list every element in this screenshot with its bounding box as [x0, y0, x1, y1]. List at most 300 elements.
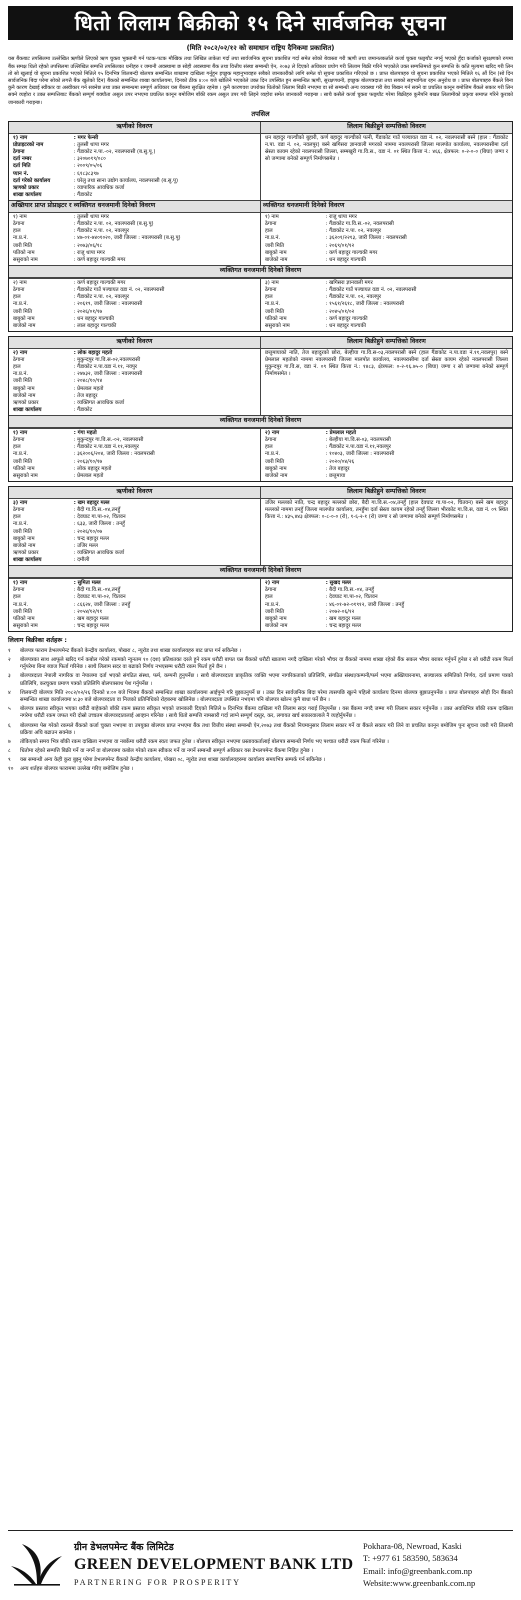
detail-list	[9, 134, 260, 201]
notice-title: धितो लिलाम बिक्रीको १५ दिने सार्वजनिक सूचना	[8, 6, 513, 40]
detail-label: दर्ता मिति	[13, 163, 31, 170]
loan-details-2	[9, 337, 260, 415]
guarantor-heading: व्यक्तिगत धनजमानी दिनेको विवरण	[9, 415, 512, 428]
detail-value: : बेल्हीया गा.वि.स-०३, नवलपरासी	[325, 437, 391, 444]
detail-label: जारी मिति	[13, 528, 33, 535]
condition-item	[8, 739, 513, 746]
condition-number: ६	[8, 722, 11, 729]
detail-row	[13, 135, 256, 142]
condition-item	[8, 690, 513, 704]
detail-row	[13, 323, 256, 330]
detail-label: पतिको नाम	[13, 615, 35, 622]
detail-row	[265, 466, 508, 473]
borrower-block-3	[8, 486, 513, 632]
detail-label: जारी मिति	[13, 608, 33, 615]
detail-label: बाजेको नाम	[13, 542, 36, 549]
detail-row	[265, 587, 508, 594]
detail-row	[13, 466, 256, 473]
condition-number: ५	[8, 706, 11, 713]
condition-number: १०	[8, 766, 14, 773]
guarantor-heading: व्यक्तिगत धनजमानी दिनेको विवरण	[9, 565, 512, 578]
condition-text: बोलपत्रमा पेस गरेको रकमले बैंकको कर्जा चुक्ता नभएमा वा उपयुक्त बोलपत्र प्राप्त नभएमा बैंक तथा वित्तीय संस्था सम्बन्धी ऐन,२०७३ तथा बैंकको नियमानुसार लिलाम सकार गर्ने वा बैंकले सकार गरी लिने वा प्रचलित कानून बमोजिम पुनः सूचना जारी गरी लिलामी प्रक्रिया अघि बढाउन सक्नेछ ।	[20, 722, 513, 736]
detail-value: : ८६६२४, जारी जिल्ला : तनहुँ	[73, 601, 131, 608]
detail-value: : राजु थापा मगर	[325, 213, 357, 220]
detail-label: ना.प्र.नं.	[265, 451, 281, 458]
bank-contact	[363, 1540, 513, 1589]
property-details-2	[260, 337, 512, 415]
detail-label: ३) नाम	[13, 499, 28, 506]
detail-list	[9, 579, 260, 631]
detail-label: प्यान नं.	[13, 170, 29, 177]
loan-details-1	[9, 122, 260, 200]
detail-value: : धन बहादुर गाल्चकी	[325, 256, 366, 263]
bank-tagline: PARTNERING FOR PROSPERITY	[74, 1577, 242, 1587]
detail-label: बाजेको नाम	[13, 322, 36, 329]
detail-row	[13, 316, 256, 323]
guarantor-section-2a	[9, 429, 260, 481]
detail-row	[13, 536, 256, 543]
guarantor-section-3a	[9, 579, 260, 631]
detail-value: : कर्ण बहादुर गाल्चकी मगर	[73, 256, 126, 263]
detail-value: : २०७२-०६/१२	[325, 608, 355, 615]
detail-value: : खम बहादुर मल्ल	[73, 615, 109, 622]
detail-value: : ३६२०१/२२१३, जारी जिल्ला : नवलपरासी	[325, 235, 407, 242]
condition-item	[8, 648, 513, 655]
detail-row	[265, 301, 508, 308]
detail-label: ससुराको नाम	[13, 472, 38, 479]
detail-label: हाल	[13, 294, 21, 301]
conditions-heading: लिलाम बिक्रीका शर्तहरू :	[8, 637, 67, 645]
detail-label: शाखा कार्यालय	[13, 407, 42, 414]
detail-row	[265, 616, 508, 623]
detail-label: हाल	[13, 594, 21, 601]
detail-label: बाबुको नाम	[265, 465, 287, 472]
detail-value: : गैंडाकोट	[73, 407, 93, 414]
detail-row	[13, 602, 256, 609]
detail-row	[265, 257, 508, 264]
bank-address: Pokhara-08, Newroad, Kaski	[363, 1540, 462, 1551]
detail-value: : चन्द्र बहादुर मल्ल	[73, 535, 109, 542]
detail-value: : २०६१९, जारी जिल्ला : नवलपरासी	[73, 301, 143, 308]
detail-value: : २४७३२, जारी जिल्ला : नवलपरासी	[73, 371, 143, 378]
detail-row	[13, 616, 256, 623]
detail-row	[13, 407, 256, 414]
detail-label: २) नाम	[13, 349, 28, 356]
detail-row	[13, 301, 256, 308]
condition-text: तोकिएको समय भित्र बाँकी रकम दाखिला नभएमा वा नबर्केमा धरौटी रकम स्वतः जफत हुनेछ । बोलपत्र स्वीकृत नभएमा प्रस्तावकर्तालाई बोलपत्र सम्बन्धी निर्णय भए पश्चात धरौटी रकम फिर्ता गरिनेछ ।	[20, 738, 389, 745]
detail-value: : लाल बहादुर गाल्चकी	[73, 322, 117, 329]
detail-label: बाबुको नाम	[13, 535, 35, 542]
detail-label: पतिको नाम	[13, 249, 35, 256]
detail-row	[13, 459, 256, 466]
detail-label: ठेगाना	[13, 587, 25, 594]
detail-label: ठेगाना	[265, 286, 277, 293]
guarantor-section-2b	[260, 429, 512, 481]
detail-value: : तेज बहादुर	[73, 392, 98, 399]
detail-value: : गैंडाकोट न.पा. ०२, नवलपुर	[325, 228, 381, 235]
detail-value: : ४६-०१-७२-०१९१२, जारी जिल्ला : तनहुँ	[325, 601, 405, 608]
detail-label: हाल	[265, 594, 273, 601]
detail-row	[13, 473, 256, 480]
condition-text: बोलपत्र प्रस्ताव स्वीकृत भएका धरौटी बाहेकको बाँकी रकम प्रस्ताव स्वीकृत भएको जानकारी दिएको मितिले ७ दिनभित्र बैंकमा दाखिला गरी लिलाम सदर गराई लिनुपर्नेछ । यस बैंकमा नगदै जम्मा गरी लिलाम सकार गर्नुपर्नेछ । उक्त अवधिभित्र बाँकी रकम दाखिला नगरेमा धरौटी रकम जफत गरी दोस्रो उच्चतम बोलपत्रदातालाई आव्हान गरिनेछ । साथै धितो सम्पत्ति नामसारी गर्दा लाग्ने सम्पूर्ण दस्तुर, कर, लगायत खर्च सकारवालाले नै व्यहोर्नुपर्नेछ ।	[20, 706, 513, 720]
detail-label: ठेगाना	[13, 507, 25, 513]
detail-row	[13, 514, 256, 521]
borrower-block-2	[8, 336, 513, 482]
detail-label: १) नाम	[13, 213, 27, 220]
detail-label: पतिको नाम	[265, 315, 287, 322]
detail-value: : उजिर मल्ल	[73, 542, 98, 549]
condition-number: ९	[8, 757, 11, 764]
detail-value: : चन्द्र बहादुर मल्ल	[325, 623, 361, 630]
detail-value: : गैंडाकोट गाउँ पञ्चायत वडा नं. ०२, नवलपरासी	[73, 286, 165, 293]
detail-row	[265, 602, 508, 609]
notice-intro-paragraph: यस बैंकबाट तपसिलमा उल्लेखित ऋणीले लिएको ऋण चुक्ता भुक्तानी गर्न पटक-पटक मौखिक तथा लिखित ताकेता गर्दा तथा सार्वजनिक सूचना प्रकाशित गर्दा समेत सोको बेवास्ता गरी ऋणी तथा जमानतकर्ताले कर्जा चुक्ता फछ्र्यौट नगर्नु भएको हुँदा कर्जाको सुरक्षणको रुपमा बैंक समक्ष धितो रहेको तपसिलमा उल्लिखित सम्पत्ति तपसिलका धनीहरु र जमानी अवस्थामा छ सोही अवस्थामा बैंक तथा वित्तीय संस्था सम्बन्धी ऐन, २०७३ ले दिएको अधिकार प्रयोग गरी लिलाम बिक्री गरिने भएकोले उक्त सम्पत्तिमध्ये कुन सम्पत्ति के कति मूल्यमा खरिद गरी लिन तो सो खुलाई यो सूचना प्रकाशित भएको मितिले १५ दिनभित्र शिलबन्दी बोलपत्र सम्बन्धित शाखामा दाखिला गर्नुहुन इच्छुक महानुभावहरु सबैको जानकारीको लागि समेत यो सूचना प्रकाशित गरिएको छ । प्राप्त बोलपत्रहरु यो सूचना प्रकाशित भएको मितिले १६ औं दिन (सो दिन सार्वजनिक बिदा परेमा सोको लगत्तै बैंक खुलेको दिन) बैंकको सम्बन्धित शाखा कार्यालयमा, दिनको ठीक ४:०० बजे खोलिने भएकोले उक्त दिन उपस्थित हुन सम्बन्धित ऋणी, सुरक्षणधनी, इच्छुक बोलपत्रदाता तथा सबको सहभागिता रहन अनुरोध छ । प्राप्त बोलपत्रहरु बैंकले बिना कुनै कारण देखाई स्वीकार वा अस्वीकार गर्न सक्नेछ तथा उक्त सम्बन्धमा सम्पूर्ण अधिकार यस बैंकमा सुरक्षित रहनेछ । कुनै कारणवश उपरोक्त धितोको लिलाम बिक्री नभएमा वा सो सम्बन्धी अन्य व्यवस्था गरी बेच बिखन गर्न सक्ने वा प्रचलित कानून बमोजिम बैंकले सकार गरी लिन सक्ने व्यहोरा र उक्त सम्पत्तिबाट बैंकको सम्पूर्ण बक्यौता असुल उपर नभएमा प्रचलित कानून बमोजिम बाँकी रकम असुल उपर गरी लिइने व्यहोरा समेत जानकारी गराइन्छ । साथै कसैले कर्जा चुक्ता फछ्र्यौट गरेमा बिक्रीहरु कुनैपनि बखत लिलामीको प्रकृया समाप्त गरिने कुराको जानकारी गराइन्छ।	[8, 56, 513, 106]
detail-value: : गंगा महतो	[73, 429, 97, 436]
condition-item	[8, 673, 513, 687]
detail-row	[13, 521, 256, 528]
detail-label: ना.प्र.नं.	[13, 601, 29, 608]
condition-item	[8, 657, 513, 671]
condition-text: बोलपत्र फाराम डेभलपमेन्ट बैंकको केन्द्रीय कार्यालय, पोखरा ८, न्युरोड तथा शाखा कार्यालयहरु बाट प्राप्त गर्न सकिनेछ ।	[20, 647, 242, 654]
detail-row	[13, 171, 256, 178]
detail-value: : देवघाट गा.पा-०२, चितवन	[73, 514, 126, 521]
condition-number: २	[8, 657, 11, 664]
detail-label: ठेगाना	[13, 221, 25, 228]
detail-row	[13, 580, 256, 587]
detail-value: : मुकुन्दपुर गा.वि.स-०२,नवलपरासी	[73, 356, 141, 363]
detail-row	[13, 386, 256, 393]
detail-value: : ६१८३८३९७	[73, 170, 99, 177]
detail-row	[13, 280, 256, 287]
detail-label: हाल	[13, 444, 21, 451]
detail-label: ठेगाना	[13, 437, 25, 444]
property-details-heading: लिलाम बिक्रीहुने सम्पत्तिको विवरण	[261, 487, 512, 499]
bank-footer	[8, 1530, 513, 1594]
detail-list	[9, 349, 260, 416]
detail-row	[265, 221, 508, 228]
detail-row	[13, 587, 256, 594]
detail-label: १) नाम	[13, 134, 28, 141]
detail-value: : ४७-०१-७४०१०२०, जारी जिल्ला : नवलपरासी (ब.सु.पू)	[73, 235, 181, 242]
detail-value: : १०४०३, जारी जिल्ला : नवलपरासी	[325, 451, 395, 458]
condition-text: अन्य शर्तहरु बोलपत्र फाराममा उल्लेख गरिए बमोजिम हुनेछ ।	[20, 766, 134, 773]
detail-label: हाल	[13, 364, 21, 371]
detail-label: ऋणको प्रकार	[13, 184, 39, 191]
condition-number: ७	[8, 738, 11, 745]
detail-list	[9, 429, 260, 481]
detail-row	[13, 243, 256, 250]
condition-number: ४	[8, 689, 11, 696]
property-description: छत्तुमायाको नाति, तेज बहादुरको छोरा, बेल्हीया गा.वि.स-०३,नवलपरासी बस्ने (हाल गैंडाकोट न.पा.वडा नं.११,नवलपुर) बस्ने प्रेमलाल महतोको नाममा नवलपरासी जिल्ला मालपोत कार्यालय, नवलपरासीमा दर्ता स्रेस्ता कायम रहेको नवलपरासी जिल्ला मुकुन्दपुर गा.वि.स, वडा नं. ०९ स्थित कित्ता नं.: १४८३, क्षेत्रफल: ०-२-१६.७५-० (बिघा) जग्गा र सो जग्गामा बनेको सम्पूर्ण निर्माणसमेत ।	[265, 349, 508, 378]
detail-label: ससुराको नाम	[265, 322, 290, 329]
detail-row	[13, 257, 256, 264]
publication-date-line: (मिति २०८२/०२/१२ को समाधान राष्ट्रिय दैनिकमा प्रकाशित)	[186, 44, 335, 52]
detail-value: : व्यक्तिगत आवधिक कर्जा	[73, 399, 125, 406]
detail-row	[13, 142, 256, 149]
detail-row	[265, 280, 508, 287]
detail-value: : कर्ण बहादुर गाल्चकी मगर	[73, 279, 126, 286]
detail-label: २) नाम	[265, 580, 280, 587]
detail-value: : धन बहादुर गाल्चकी	[325, 322, 366, 329]
detail-label: ना.प्र.नं.	[265, 235, 281, 242]
detail-value: : बैदी गा.वि.स.-०४, तनहुँ	[325, 587, 374, 594]
detail-value: : देवघाट गा.पा-०२, चितवन	[73, 594, 126, 601]
detail-label: २) नाम	[265, 429, 280, 436]
condition-text: शिलबन्दी बोलपत्र मिति २०८२/०२/२६ दिनको ४:०० बजे भित्रमा बैंकको सम्बन्धित शाखा कार्यालयमा आईपुग्ने गरि बुझाउनुपर्ने छ । उक्त दिन सार्वजनिक बिदा परेमा त्यसपछि खुल्ने पहिलो कार्यालय दिनमा बोलपत्र बुझाउनुपर्नेछ । प्राप्त बोलपत्रहरु सोही दिन बैंकको सम्बन्धित शाखा कार्यालयमा ४:३० बजे बोलपत्रदाता वा निजको प्रतिनिधिको रोहबरमा खोलिनेछ । बोलपत्रदाता उपस्थित नभएमा पनि बोलपत्र खोल्न कुनै बाधा पर्ने छैन ।	[20, 689, 513, 703]
detail-row	[13, 371, 256, 378]
detail-label: ऋणको प्रकार	[13, 550, 39, 557]
detail-value: : १५६१/२६१८, जारी जिल्ला : नवलपरासी	[325, 301, 405, 308]
detail-label: ससुराको नाम	[13, 256, 38, 263]
detail-label: शाखा कार्यालय	[13, 557, 42, 564]
detail-label: १) नाम	[13, 429, 28, 436]
detail-value: : २०४८/१०/१४	[73, 378, 103, 385]
guarantor-section-1a	[9, 201, 260, 265]
detail-label: हाल	[265, 444, 273, 451]
detail-label: ना.प्र.नं.	[13, 521, 29, 528]
condition-text: बोलपत्रदाता नेपाली नागरिक वा नेपालमा दर्ता भएको संगठित संस्था, फर्म, कम्पनी हुनुपर्नेछ । साथै बोलपत्रदाता प्राकृतिक व्यक्ति भएमा नागरिकताको प्रतिलिपि, संगठित संस्था/कम्पनी/फर्म भएमा अख्तियारनामा, सञ्चालक समितिको निर्णय, दर्ता प्रमाण पत्रको प्रतिलिपि, करचुक्ता प्रमाण पत्रको प्रतिलिपि बोलपत्रसाथ पेश गर्नुपर्नेछ ।	[20, 673, 513, 687]
detail-value: : सुमिता मल्ल	[73, 580, 101, 587]
detail-label: ठेगाना	[13, 356, 25, 363]
detail-label: बाबुको नाम	[13, 385, 35, 392]
detail-label: हाल	[13, 514, 21, 521]
detail-label: हाल	[265, 228, 273, 235]
detail-value: : प्रेमलाल महतो	[73, 385, 104, 392]
detail-row	[265, 309, 508, 316]
detail-row	[13, 594, 256, 601]
detail-label: १) नाम	[265, 213, 279, 220]
detail-label: जारी मिति	[13, 242, 33, 249]
detail-row	[13, 451, 256, 458]
detail-row	[265, 580, 508, 587]
detail-value: : तुलसी थापा मगर	[73, 213, 109, 220]
detail-value: : खम बहादुर मल्ल	[73, 499, 110, 506]
detail-value: : प्रेमलाल महतो	[325, 429, 357, 436]
detail-value: : गैंडाकोट न.पा. ०२, नवलपुर	[73, 294, 129, 301]
detail-value: : गैंडाकोट	[73, 192, 93, 199]
detail-row	[13, 178, 256, 185]
detail-value: : २०७३/०६/१८	[73, 242, 103, 249]
detail-value: : बैदी गा.वि.स.-०४,तनहुँ	[73, 587, 121, 594]
detail-value: : २०२०/०४/२६	[325, 458, 355, 465]
guarantor-heading: अख्तियार प्राप्त प्रोप्राइटर र व्यक्तिगत धनजमानी दिनेको विवरण	[9, 201, 260, 213]
detail-list	[261, 279, 512, 331]
property-details-1	[260, 122, 512, 200]
property-details-3	[260, 487, 512, 565]
condition-text: धितोमा रहेको सम्पत्ति बिक्री गर्ने वा नगर्ने वा बोलपत्रमा कबोल गरेको रकम स्वीकार गर्ने वा नगर्ने सम्बन्धी सम्पूर्ण अधिकार यस डेभलपमेन्ट बैंकमा निहित हुनेछ ।	[20, 748, 314, 755]
detail-label: ना.प्र.नं.	[13, 235, 29, 242]
detail-value: : तुलसी थापा मगर	[73, 141, 109, 148]
detail-label: प्रोप्राइटरको नाम	[13, 141, 44, 148]
detail-value: : २०२६/०१/१७	[73, 308, 103, 315]
auction-conditions	[8, 637, 513, 773]
detail-label: बाबुको नाम	[265, 249, 287, 256]
detail-row	[13, 156, 256, 163]
property-details-heading: लिलाम बिक्रीहुने सम्पत्तिको विवरण	[261, 337, 512, 349]
detail-label: बाजेको नाम	[265, 623, 288, 630]
detail-row	[13, 163, 256, 170]
detail-value: : व्यापारिक आवधिक कर्जा	[73, 184, 125, 191]
detail-label: ठेगाना	[265, 437, 277, 444]
detail-list	[9, 213, 260, 265]
condition-item	[8, 706, 513, 720]
bank-phone: T: +977 61 583590, 583634	[363, 1553, 458, 1564]
guarantor-heading: व्यक्तिगत धनजमानी दिनेको विवरण	[9, 265, 512, 278]
detail-label: बाजेको नाम	[13, 392, 36, 399]
bank-website[interactable]: Website:www.greenbank.com.np	[363, 1577, 476, 1588]
guarantor-section-3b	[260, 579, 512, 631]
guarantor-section-1b	[260, 201, 512, 265]
detail-label: ना.प्र.नं.	[13, 371, 29, 378]
guarantor-heading: व्यक्तिगत धनजमानी दिनेको विवरण	[261, 201, 512, 213]
detail-label: ठेगाना	[265, 221, 277, 228]
detail-row	[13, 393, 256, 400]
detail-label: बाबुको नाम	[13, 315, 35, 322]
detail-value: : गैंडाकोट न.पा. ०२, नवलपुर	[325, 294, 381, 301]
detail-row	[265, 594, 508, 601]
detail-value: : खम बहादुर मल्ल	[325, 615, 361, 622]
detail-label: ना.प्र.नं.	[13, 301, 29, 308]
detail-value: : गैंडाकोट न.पा.वडा नं.११,नवलपुर	[73, 444, 139, 451]
detail-value: : चन्द्र बहादुर मल्ल	[73, 623, 109, 630]
detail-row	[265, 473, 508, 480]
detail-label: जारी मिति	[265, 308, 285, 315]
detail-row	[13, 543, 256, 550]
detail-label: जारी मिति	[265, 608, 285, 615]
detail-value: : लोक बहादुर महतो	[73, 349, 113, 356]
detail-value: : २०२६/१०/०७	[73, 528, 103, 535]
detail-row	[265, 451, 508, 458]
detail-label: जारी मिति	[13, 458, 33, 465]
detail-row	[265, 316, 508, 323]
detail-row	[265, 250, 508, 257]
loan-details-heading: ऋणीको विवरण	[9, 337, 260, 349]
detail-row	[13, 378, 256, 385]
detail-row	[13, 400, 256, 407]
condition-item	[8, 723, 513, 737]
conditions-list	[8, 648, 513, 774]
detail-value: : घरेलु तथा साना उद्योग कार्यालय, नवलपरासी (ब.सु.पू)	[73, 177, 178, 184]
condition-item	[8, 748, 513, 755]
detail-value: : २०६९/०१/१२	[325, 242, 355, 249]
detail-label: दर्ता नम्बर	[13, 156, 32, 163]
detail-value: : गैंडाकोट न.पा.-०२, नवलपरासी (ब.सु.पू.)	[73, 149, 156, 156]
detail-row	[265, 623, 508, 630]
detail-row	[265, 243, 508, 250]
detail-label: ठेगाना	[13, 286, 25, 293]
detail-label: जारी मिति	[265, 458, 285, 465]
detail-label: ठेगाना	[265, 587, 277, 594]
bank-name-english: GREEN DEVELOPMENT BANK LTD	[74, 1556, 354, 1574]
detail-label: जारी मिति	[265, 242, 285, 249]
guarantor-section-1c	[9, 279, 260, 331]
detail-row	[265, 459, 508, 466]
detail-label: ३) नाम	[265, 279, 279, 286]
detail-value: : कर्ण बहादुर गाल्चकी मगर	[325, 249, 378, 256]
detail-label: बाजेको नाम	[265, 256, 288, 263]
detail-list	[261, 579, 512, 631]
detail-value: : व्यक्तिगत आवधिक कर्जा	[73, 550, 125, 557]
detail-value: : ३२०७०१९/०८०	[73, 156, 106, 163]
detail-value: : देवघाट गा.पा-०२, चितवन	[325, 594, 378, 601]
detail-label: ऋणको प्रकार	[13, 399, 39, 406]
condition-number: ३	[8, 673, 11, 680]
detail-value: : गैंडाकोट गाउँ पञ्चायत वडा नं. ०२, नवलपरासी	[325, 286, 417, 293]
condition-number: १	[8, 647, 11, 654]
detail-row	[13, 623, 256, 630]
detail-value: : २०६३/१०/१७	[73, 458, 103, 465]
loan-details-heading: ऋणीको विवरण	[9, 487, 260, 499]
tapsil-heading: तपसिल	[251, 109, 270, 118]
detail-value: : छत्तुमाया	[325, 472, 346, 479]
detail-value: : गैंडाकोट न.पा. ०२, नवलपुर	[73, 228, 129, 235]
detail-row	[13, 185, 256, 192]
detail-value: : मुकुन्दपुर गा.वि.स.-०२, नवलपरासी	[73, 437, 144, 444]
detail-value: : सुखद मल्ल	[325, 580, 351, 587]
detail-label: जारी मिति	[13, 308, 33, 315]
detail-list	[261, 429, 512, 481]
detail-value: : ६३३, जारी जिल्ला : तनहुँ	[73, 521, 125, 528]
detail-list	[9, 499, 260, 566]
detail-label: ना.प्र.नं.	[265, 601, 281, 608]
detail-label: हाल	[265, 294, 273, 301]
detail-row	[13, 507, 256, 514]
detail-row	[265, 323, 508, 330]
bank-email[interactable]: Email: info@greenbank.com.np	[363, 1565, 473, 1576]
detail-row	[13, 357, 256, 364]
detail-row	[13, 557, 256, 564]
detail-value: : लोक बहादुर महतो	[73, 465, 112, 472]
detail-value: : दमौली	[73, 557, 90, 564]
loan-details-heading: ऋणीको विवरण	[9, 122, 260, 134]
detail-value: : तेज बहादुर	[325, 465, 350, 472]
detail-row	[13, 529, 256, 536]
detail-label: ठेगाना	[13, 149, 25, 156]
condition-item	[8, 766, 513, 773]
detail-label: २) नाम	[13, 279, 27, 286]
detail-label: ना.प्र.नं.	[13, 451, 29, 458]
condition-item	[8, 757, 513, 764]
bank-branding	[8, 1538, 363, 1591]
detail-row	[13, 235, 256, 242]
detail-value: : २०५४/१२/११	[73, 608, 103, 615]
detail-label: दर्ता गरेको कार्यालय	[13, 177, 51, 184]
detail-row	[265, 609, 508, 616]
detail-value: : कर्ण बहादुर गाल्चकी	[325, 315, 368, 322]
detail-value: : धन बहादुर गाल्चकी	[73, 315, 114, 322]
detail-value: : गैंडाकोट गा.वि.स.-०२, नवलपरासी	[325, 221, 394, 228]
detail-list	[9, 279, 260, 331]
detail-row	[13, 350, 256, 357]
detail-row	[13, 609, 256, 616]
detail-list	[261, 213, 512, 265]
detail-row	[13, 287, 256, 294]
detail-label: बाजेको नाम	[265, 472, 288, 479]
condition-text: बोलपत्रका साथ आफूले खरिद गर्न कबोल गरेको रकमको न्युनतम १० (दश) प्रतिशतका दरले हुने रकम धरौटी बापत यस बैंकको धरौटी खातामा नगदै दाखिला गरेको भौचर वा बैंकको नाममा शाखा रहेको बैंक सकल भौचर बराबर गर्नुपर्ने हुनेछ र सो धरौटी रकम फिर्ता गर्नुपरेमा बिना ब्याज फिर्ता गरिनेछ । साथै लिलाम सदर वा बढाको निर्णय नभएसम्म धरौटी रकम फिर्ता हुने छैन ।	[20, 657, 513, 671]
borrower-block-1	[8, 121, 513, 332]
detail-value: : खगिसरा ज्ञानवाली मगर	[325, 279, 373, 286]
detail-row	[13, 250, 256, 257]
detail-value: : २०४५/०१/०२	[325, 308, 355, 315]
loan-details-3	[9, 487, 260, 565]
detail-value: : गैंडाकोट न.पा.वडा नं.११,नवलपुर	[325, 444, 391, 451]
detail-value: : गैंडाकोट न.पा.वडा नं.११, नवपुर	[73, 364, 137, 371]
detail-row	[265, 287, 508, 294]
detail-row	[13, 500, 256, 507]
detail-row	[13, 221, 256, 228]
guarantor-section-1d	[260, 279, 512, 331]
detail-value: : २००९/०५/०६	[73, 163, 103, 170]
